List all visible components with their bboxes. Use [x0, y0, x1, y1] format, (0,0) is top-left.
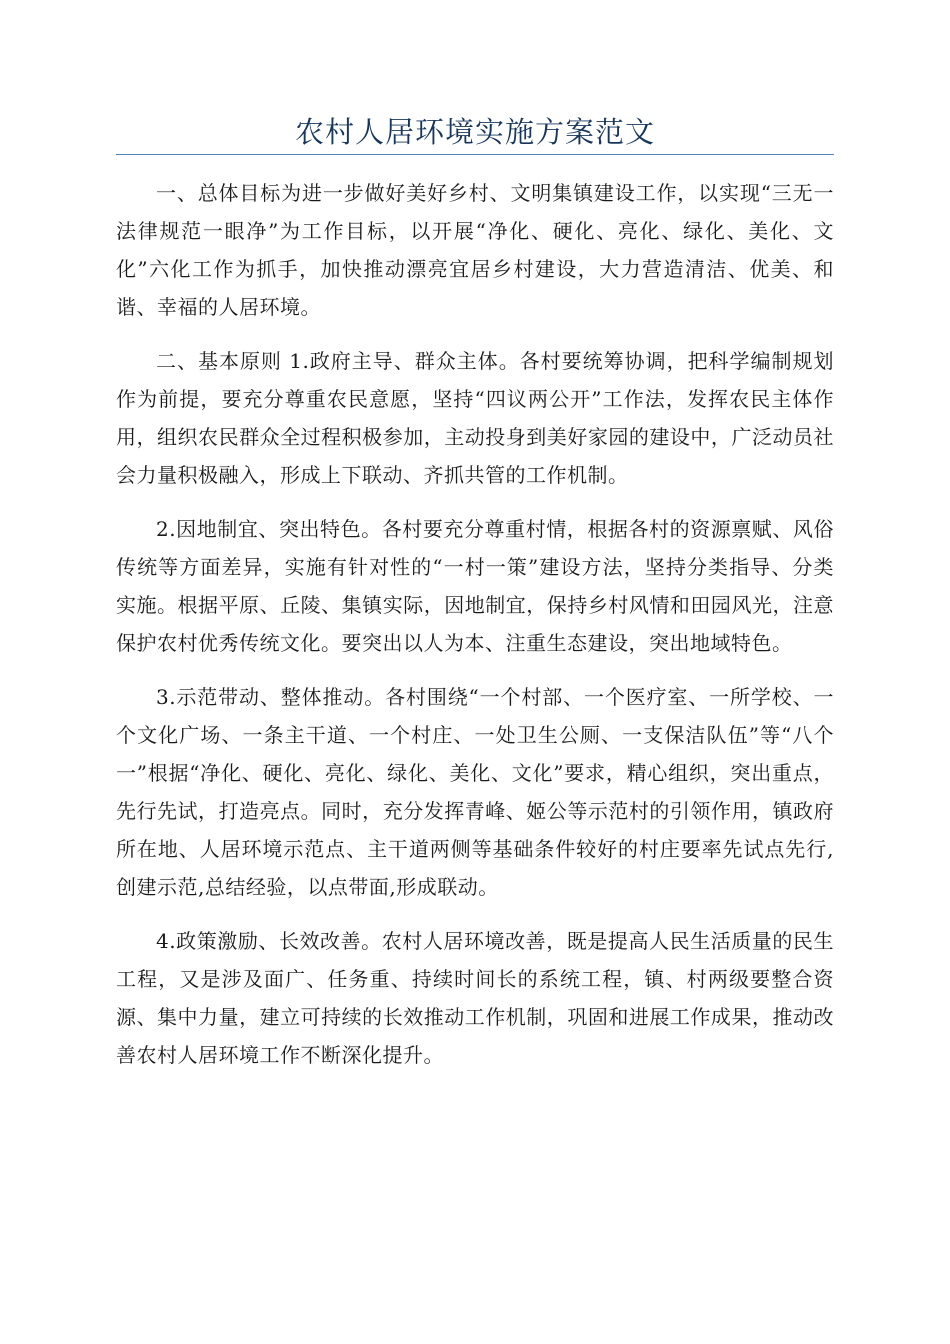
title-underline — [116, 154, 834, 155]
paragraph-local-conditions: 2.因地制宜、突出特色。各村要充分尊重村情，根据各村的资源禀赋、风俗传统等方面差异，实施有针对性的“一村一策”建设方法，坚持分类指导、分类实施。根据平原、丘陵、集镇实际，因地制宜，保持乡村风情和田园风光，注意保护农村优秀传统文化。要突出以人为本、注重生态建设，突出地域特色。 — [116, 517, 834, 655]
document-body — [116, 174, 834, 1090]
paragraph-basic-principles: 二、基本原则 1.政府主导、群众主体。各村要统筹协调，把科学编制规划作为前提，要充分尊重农民意愿，坚持“四议两公开”工作法，发挥农民主体作用，组织农民群众全过程积极参加，主动投身到美好家园的建设中，广泛动员社会力量积极融入，形成上下联动、齐抓共管的工作机制。 — [116, 349, 834, 487]
paragraph-policy-incentive: 4.政策激励、长效改善。农村人居环境改善，既是提高人民生活质量的民生工程，又是涉及面广、任务重、持续时间长的系统工程，镇、村两级要整合资源、集中力量，建立可持续的长效推动工作机制，巩固和进展工作成果，推动改善农村人居环境工作不断深化提升。 — [116, 929, 834, 1067]
document-title: 农村人居环境实施方案范文 — [294, 115, 655, 149]
paragraph-demonstration: 3.示范带动、整体推动。各村围绕“一个村部、一个医疗室、一所学校、一个文化广场、一条主干道、一个村庄、一处卫生公厕、一支保洁队伍”等“八个一”根据“净化、硬化、亮化、绿化、美化、文化”要求，精心组织，突出重点，先行先试，打造亮点。同时，充分发挥青峰、姬公等示范村的引领作用，镇政府所在地、人居环境示范点、主干道两侧等基础条件较好的村庄要率先试点先行,创建示范,总结经验，以点带面,形成联动。 — [116, 685, 834, 899]
paragraph-overall-goal: 一、总体目标为进一步做好美好乡村、文明集镇建设工作，以实现“三无一法律规范一眼净”为工作目标，以开展“净化、硬化、亮化、绿化、美化、文化”六化工作为抓手，加快推动漂亮宜居乡村建设，大力营造清洁、优美、和谐、幸福的人居环境。 — [116, 181, 834, 319]
